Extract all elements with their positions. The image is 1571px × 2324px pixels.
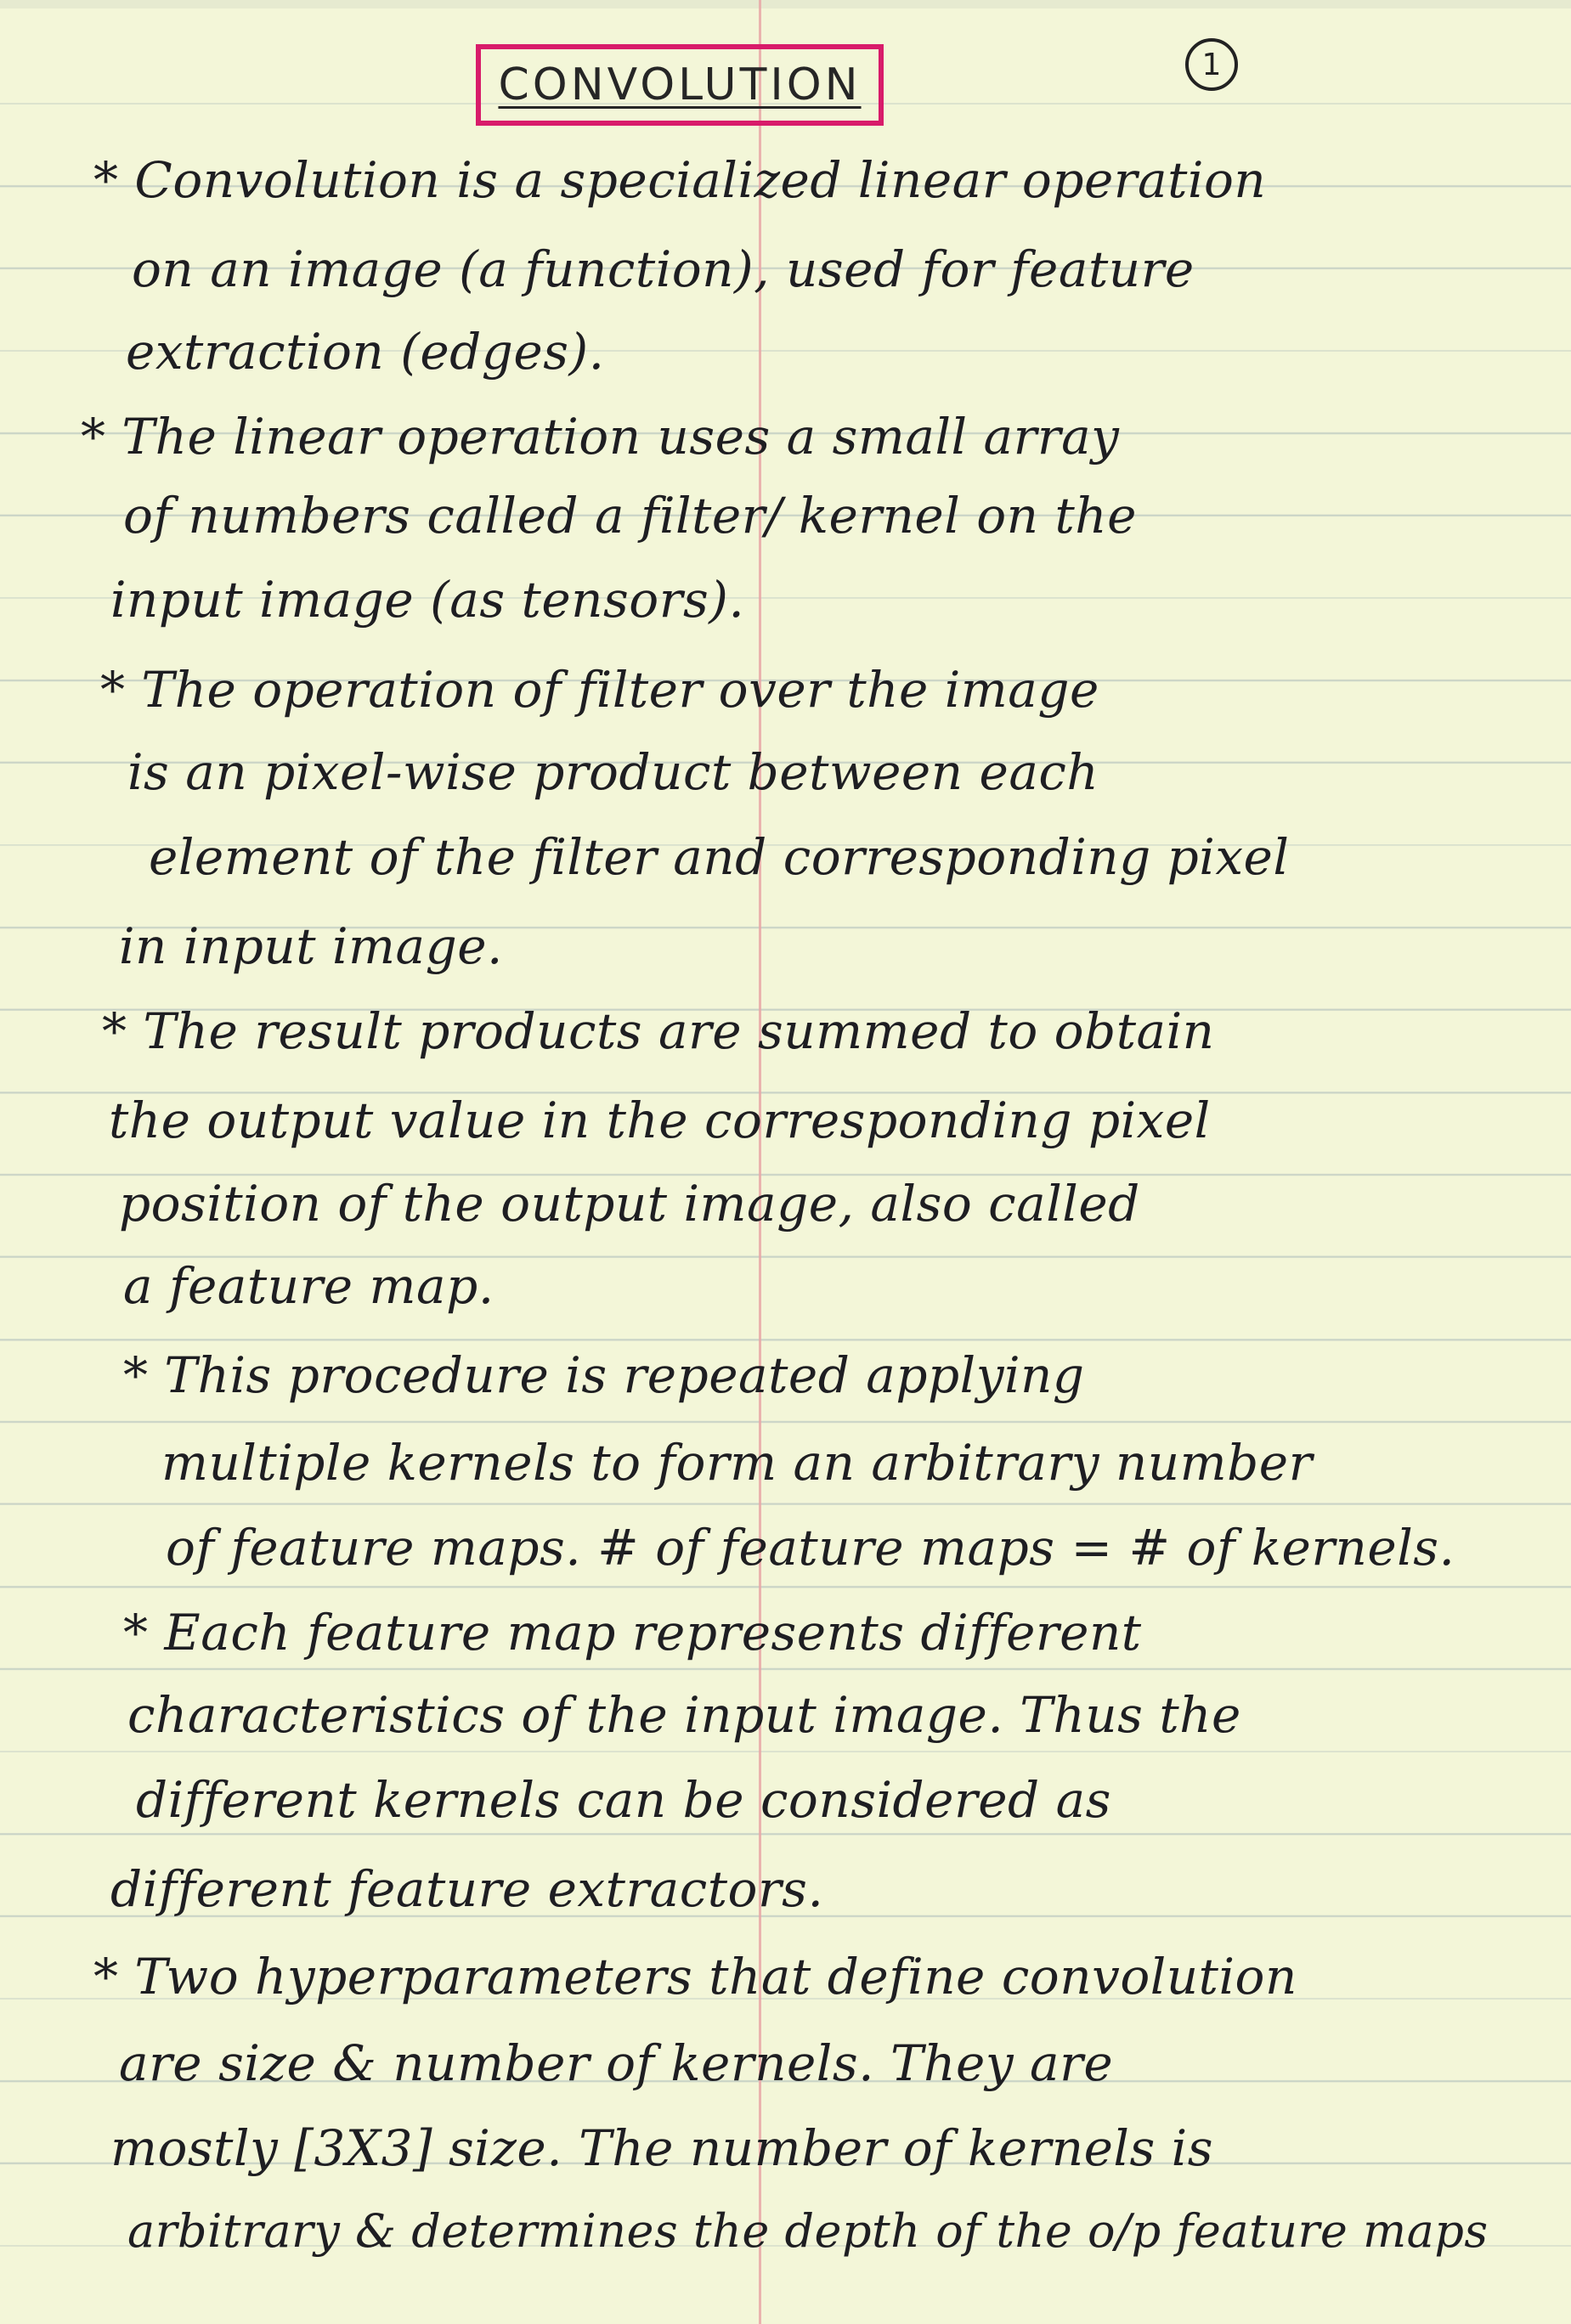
note-line: in input image. bbox=[119, 917, 503, 975]
note-line: * Convolution is a specialized linear operation bbox=[93, 151, 1267, 209]
note-line: position of the output image, also called bbox=[119, 1175, 1140, 1233]
note-line: the output value in the corresponding pixel bbox=[109, 1091, 1211, 1149]
title-box bbox=[476, 44, 884, 126]
note-line: of numbers called a filter/ kernel on the bbox=[123, 487, 1137, 544]
note-line: different feature extractors. bbox=[110, 1860, 824, 1918]
note-line: characteristics of the input image. Thus the bbox=[127, 1686, 1241, 1744]
note-line: * The linear operation uses a small array bbox=[81, 408, 1120, 465]
note-line: * Two hyperparameters that define convolution bbox=[93, 1948, 1297, 2005]
note-line: is an pixel-wise product between each bbox=[127, 743, 1099, 801]
note-line: * The result products are summed to obtain bbox=[102, 1002, 1215, 1060]
note-line: arbitrary & determines the depth of the o/p feature maps bbox=[127, 2204, 1489, 2258]
note-line: on an image (a function), used for feature bbox=[132, 240, 1195, 298]
page-number: 1 bbox=[1201, 47, 1222, 82]
note-line: input image (as tensors). bbox=[110, 571, 745, 629]
note-line: of feature maps. # of feature maps = # of kernels. bbox=[166, 1519, 1455, 1577]
note-line: mostly [3X3] size. The number of kernels is bbox=[110, 2119, 1213, 2177]
note-line: extraction (edges). bbox=[126, 323, 605, 381]
note-line: a feature map. bbox=[123, 1257, 494, 1315]
note-line: * This procedure is repeated applying bbox=[123, 1346, 1085, 1404]
page-title: CONVOLUTION bbox=[498, 59, 862, 110]
paper-top-edge bbox=[0, 0, 1571, 8]
page-number-badge bbox=[1185, 38, 1238, 91]
note-line: * Each feature map represents different bbox=[123, 1604, 1142, 1661]
note-line: multiple kernels to form an arbitrary number bbox=[161, 1434, 1313, 1492]
note-line: different kernels can be considered as bbox=[136, 1771, 1111, 1829]
note-line: are size & number of kernels. They are bbox=[119, 2034, 1114, 2092]
note-line: element of the filter and corresponding pixel bbox=[149, 828, 1290, 886]
note-line: * The operation of filter over the image bbox=[100, 661, 1099, 719]
